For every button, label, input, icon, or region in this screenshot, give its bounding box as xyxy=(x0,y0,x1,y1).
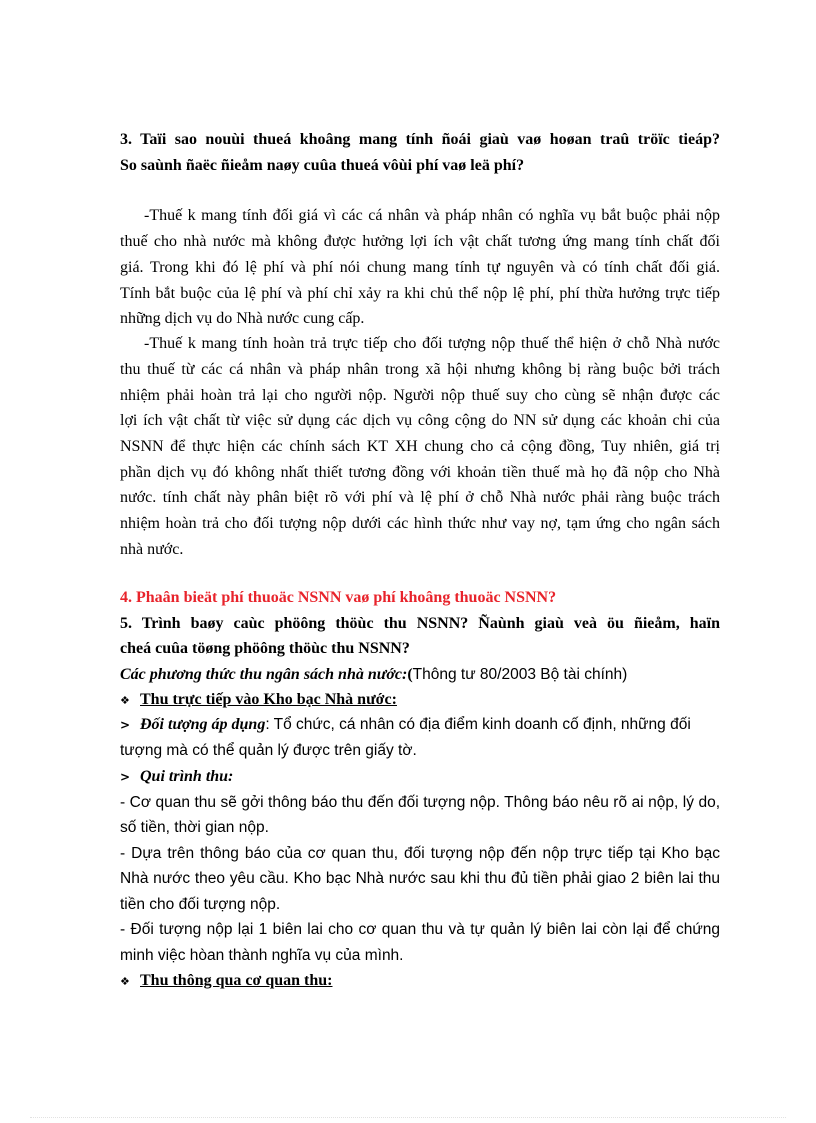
chevron-right-icon: > xyxy=(120,770,131,784)
process-heading xyxy=(120,767,233,787)
process-step-3-line-2: minh việc hòan thành nghĩa vụ của mình. xyxy=(120,947,404,964)
question-4: 4. Phaân bieät phí thuoäc NSNN vaø phí khoâng thuoäc NSNN? xyxy=(120,589,557,606)
methods-source: Thông tư 80/2003 Bộ tài chính) xyxy=(412,666,628,683)
applicable-line-2: tượng mà có thể quản lý được trên giấy tờ. xyxy=(120,742,417,759)
diamond-bullet-icon: ❖ xyxy=(120,694,130,707)
question-5-line-2: cheá cuûa töøng phöông thöùc thu NSNN? xyxy=(120,640,410,657)
para2-line-1: -Thuế k mang tính hoàn trả trực tiếp cho đối tượng nộp thuế thể hiện ở chỗ Nhà nước xyxy=(144,335,720,352)
applicable-label: Đối tượng áp dụng xyxy=(140,716,266,733)
question-3-line-1: 3. Taïi sao nouùi thueá khoâng mang tính ñoái giaù vaø hoøan traû tröïc tieáp? xyxy=(120,131,720,148)
process-step-3-line-1: - Đối tượng nộp lại 1 biên lai cho cơ quan thu và tự quản lý biên lai còn lại để chứng xyxy=(120,921,720,938)
methods-heading: Các phương thức thu ngân sách nhà nước: xyxy=(120,666,408,683)
para2-line-2: thu thuế từ các cá nhân và pháp nhân trong xã hội nhưng không bị ràng buộc bởi trách xyxy=(120,361,720,378)
methods-heading-line xyxy=(120,665,627,685)
para2-line-6: phần dịch vụ đó không nhất thiết tương đồng với khoản tiền thuế mà họ đã nộp cho Nhà xyxy=(120,464,720,481)
direct-collection-title: Thu trực tiếp vào Kho bạc Nhà nước: xyxy=(140,691,397,708)
para1-line-5: những dịch vụ do Nhà nước cung cấp. xyxy=(120,310,365,327)
applicable-subject-line xyxy=(120,715,720,735)
para2-line-7: nước. tính chất này phân biệt rõ với phí và lệ phí ở chỗ Nhà nước phải ràng buộc trách xyxy=(120,489,720,506)
page-bottom-divider xyxy=(30,1117,786,1118)
agency-collection-heading xyxy=(120,971,333,992)
question-5-line-1: 5. Trình baøy caùc phöông thöùc thu NSNN? Ñaùnh giaù veà öu ñieåm, haïn xyxy=(120,615,720,632)
agency-collection-title: Thu thông qua cơ quan thu: xyxy=(140,972,333,989)
process-step-2-line-3: tiền cho đối tượng nộp. xyxy=(120,896,281,913)
process-step-2-line-2: Nhà nước theo yêu cầu. Kho bạc Nhà nước sau khi thu đủ tiền phải giao 2 biên lai thu xyxy=(120,870,720,887)
para1-line-3: giá. Trong khi đó lệ phí và phí nói chung mang tính tự nguyên và có tính chất đối giá. xyxy=(120,259,720,276)
para1-line-2: thuế cho nhà nước mà không được hưởng lợi ích vật chất tương ứng mang tính chất đối xyxy=(120,233,720,250)
para2-line-9: nhà nước. xyxy=(120,541,184,558)
para1-line-1: -Thuế k mang tính đối giá vì các cá nhân và pháp nhân có nghĩa vụ bắt buộc phải nộp xyxy=(144,207,720,224)
question-3-line-2: So saùnh ñaëc ñieåm naøy cuûa thueá vôùi phí vaø leä phí? xyxy=(120,157,525,174)
process-step-1-line-2: số tiền, thời gian nộp. xyxy=(120,819,269,836)
para2-line-3: nhiệm phải hoàn trả lại cho người nộp. Người nộp thuế suy cho cùng sẽ nhận được các xyxy=(120,387,720,404)
para2-line-8: nhiệm hoàn trả cho đối tượng nộp dưới các hình thức như vay nợ, tạm ứng cho ngân sách xyxy=(120,515,720,532)
chevron-right-icon: > xyxy=(120,718,131,732)
para2-line-4: lợi ích vật chất từ việc sử dụng các dịch vụ công cộng do NN sử dụng các khoản chi của xyxy=(120,412,720,429)
diamond-bullet-icon: ❖ xyxy=(120,975,130,988)
methods-paren: ( xyxy=(407,666,413,683)
process-step-1-line-1: - Cơ quan thu sẽ gởi thông báo thu đến đối tượng nộp. Thông báo nêu rõ ai nộp, lý do, xyxy=(120,794,720,811)
para1-line-4: Tính bắt buộc của lệ phí và phí chỉ xảy ra khi chủ thể nộp lệ phí, phí thừa hưởng trực tiếp xyxy=(120,285,720,302)
direct-collection-heading xyxy=(120,690,397,711)
process-step-2-line-1: - Dựa trên thông báo của cơ quan thu, đối tượng nộp đến nộp trực tiếp tại Kho bạc xyxy=(120,845,720,862)
process-label: Qui trình thu: xyxy=(140,768,234,785)
applicable-text: : Tổ chức, cá nhân có địa điểm kinh doanh cố định, những đối xyxy=(265,716,691,733)
para2-line-5: NSNN để thực hiện các chính sách KT XH chung cho cả cộng đồng, Tuy nhiên, giá trị xyxy=(120,438,720,455)
